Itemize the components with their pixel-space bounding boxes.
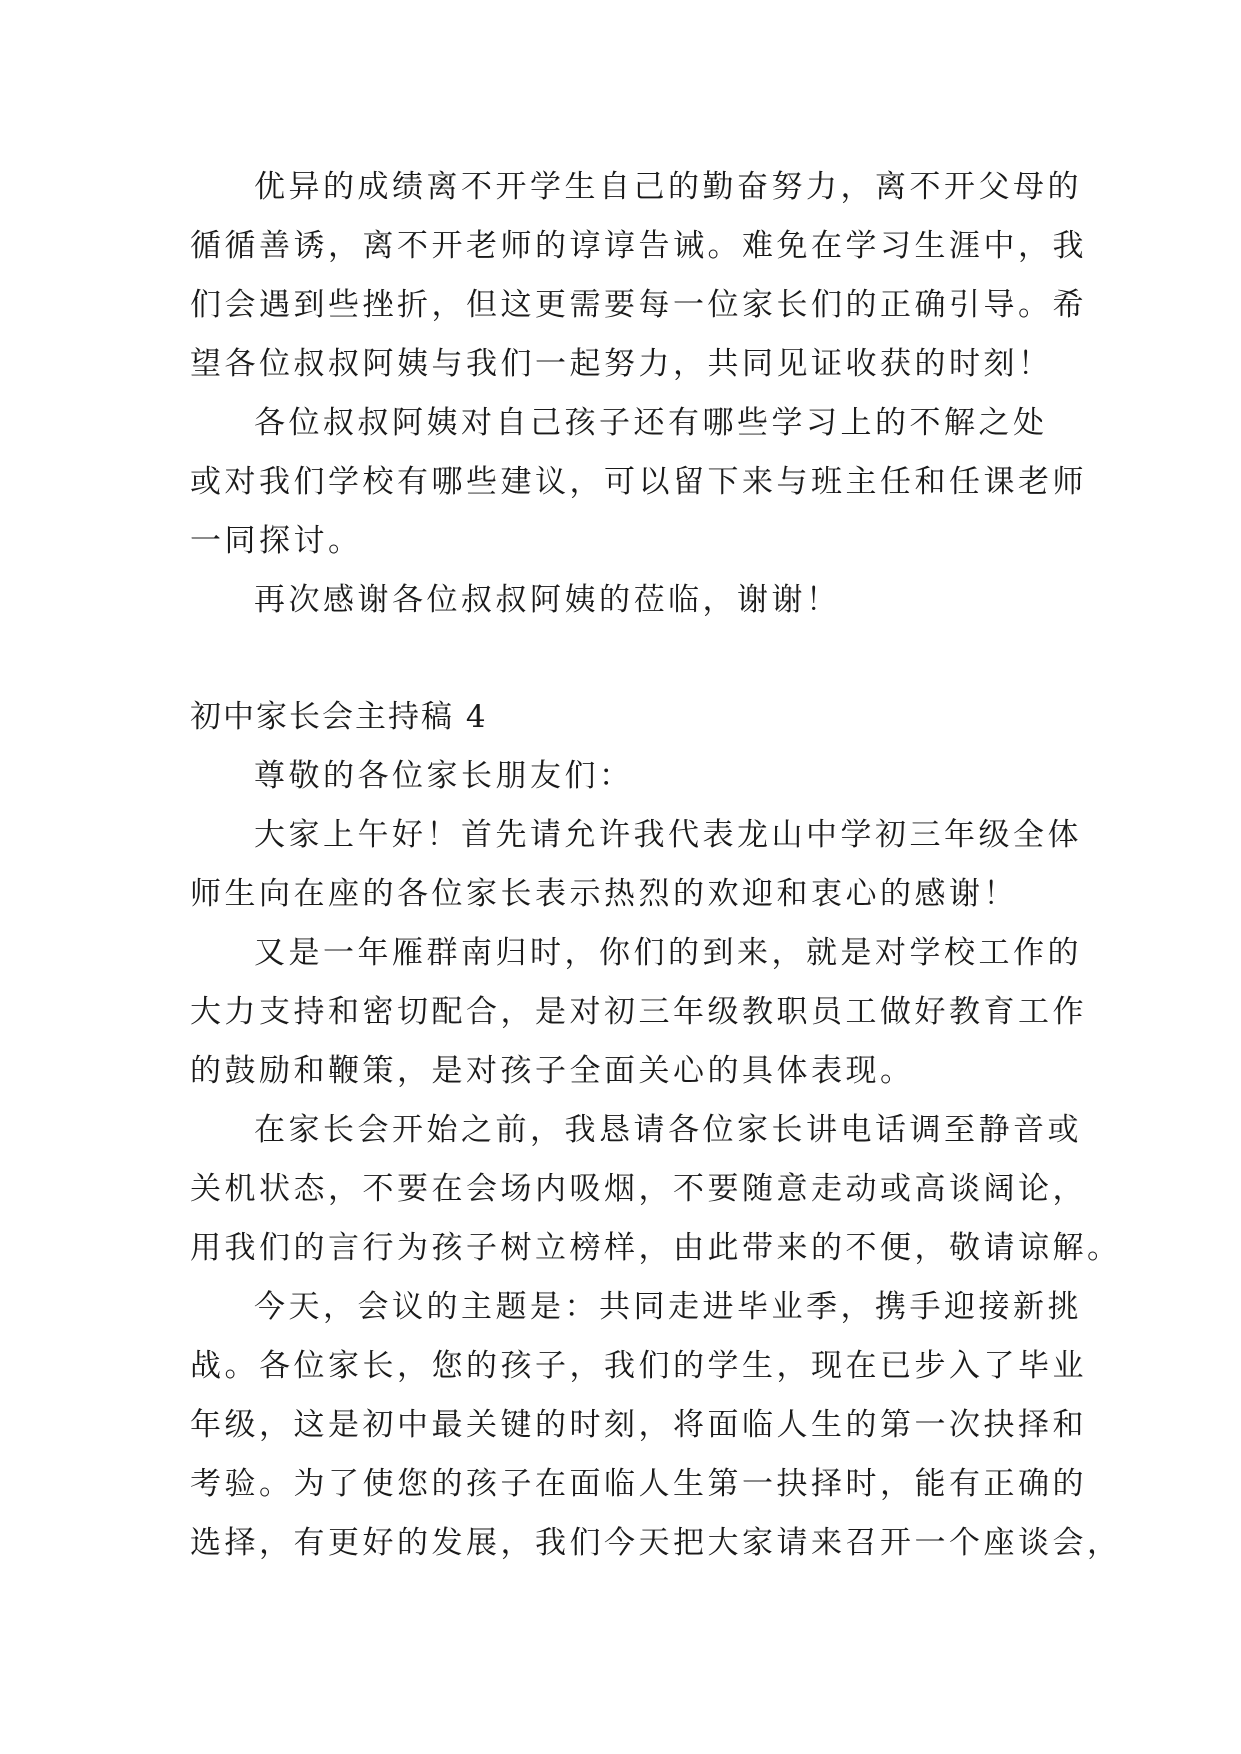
paragraph-line: 望各位叔叔阿姨与我们一起努力，共同见证收获的时刻！	[190, 346, 1053, 382]
paragraph-line: 关机状态，不要在会场内吸烟，不要随意走动或高谈阔论，	[190, 1171, 1087, 1207]
paragraph-line: 又是一年雁群南归时，你们的到来，就是对学校工作的	[254, 935, 1082, 971]
paragraph-line: 年级，这是初中最关键的时刻，将面临人生的第一次抉择和	[190, 1407, 1087, 1443]
paragraph-line: 各位叔叔阿姨对自己孩子还有哪些学习上的不解之处	[254, 405, 1048, 441]
paragraph-line: 再次感谢各位叔叔阿姨的莅临，谢谢！	[254, 582, 841, 618]
paragraph-line: 尊敬的各位家长朋友们：	[254, 758, 634, 794]
paragraph-line: 大力支持和密切配合，是对初三年级教职员工做好教育工作	[190, 994, 1087, 1030]
paragraph-line: 或对我们学校有哪些建议，可以留下来与班主任和任课老师	[190, 464, 1087, 500]
paragraph-line: 大家上午好！首先请允许我代表龙山中学初三年级全体	[254, 817, 1082, 853]
paragraph-line: 师生向在座的各位家长表示热烈的欢迎和衷心的感谢！	[190, 876, 1018, 912]
paragraph-line: 今天，会议的主题是：共同走进毕业季，携手迎接新挑	[254, 1289, 1082, 1325]
paragraph-line: 战。各位家长，您的孩子，我们的学生，现在已步入了毕业	[190, 1348, 1087, 1384]
section-heading: 初中家长会主持稿 4	[190, 699, 488, 735]
paragraph-line: 用我们的言行为孩子树立榜样，由此带来的不便，敬请谅解。	[190, 1230, 1122, 1266]
paragraph-line: 循循善诱，离不开老师的谆谆告诫。难免在学习生涯中，我	[190, 228, 1087, 264]
paragraph-line: 一同探讨。	[190, 523, 363, 559]
paragraph-line: 考验。为了使您的孩子在面临人生第一抉择时，能有正确的	[190, 1466, 1087, 1502]
paragraph-line: 的鼓励和鞭策，是对孩子全面关心的具体表现。	[190, 1053, 915, 1089]
paragraph-line: 们会遇到些挫折，但这更需要每一位家长们的正确引导。希	[190, 287, 1087, 323]
paragraph-line: 在家长会开始之前，我恳请各位家长讲电话调至静音或	[254, 1112, 1082, 1148]
paragraph-line: 选择，有更好的发展，我们今天把大家请来召开一个座谈会，	[190, 1525, 1122, 1561]
paragraph-line: 优异的成绩离不开学生自己的勤奋努力，离不开父母的	[254, 169, 1082, 205]
